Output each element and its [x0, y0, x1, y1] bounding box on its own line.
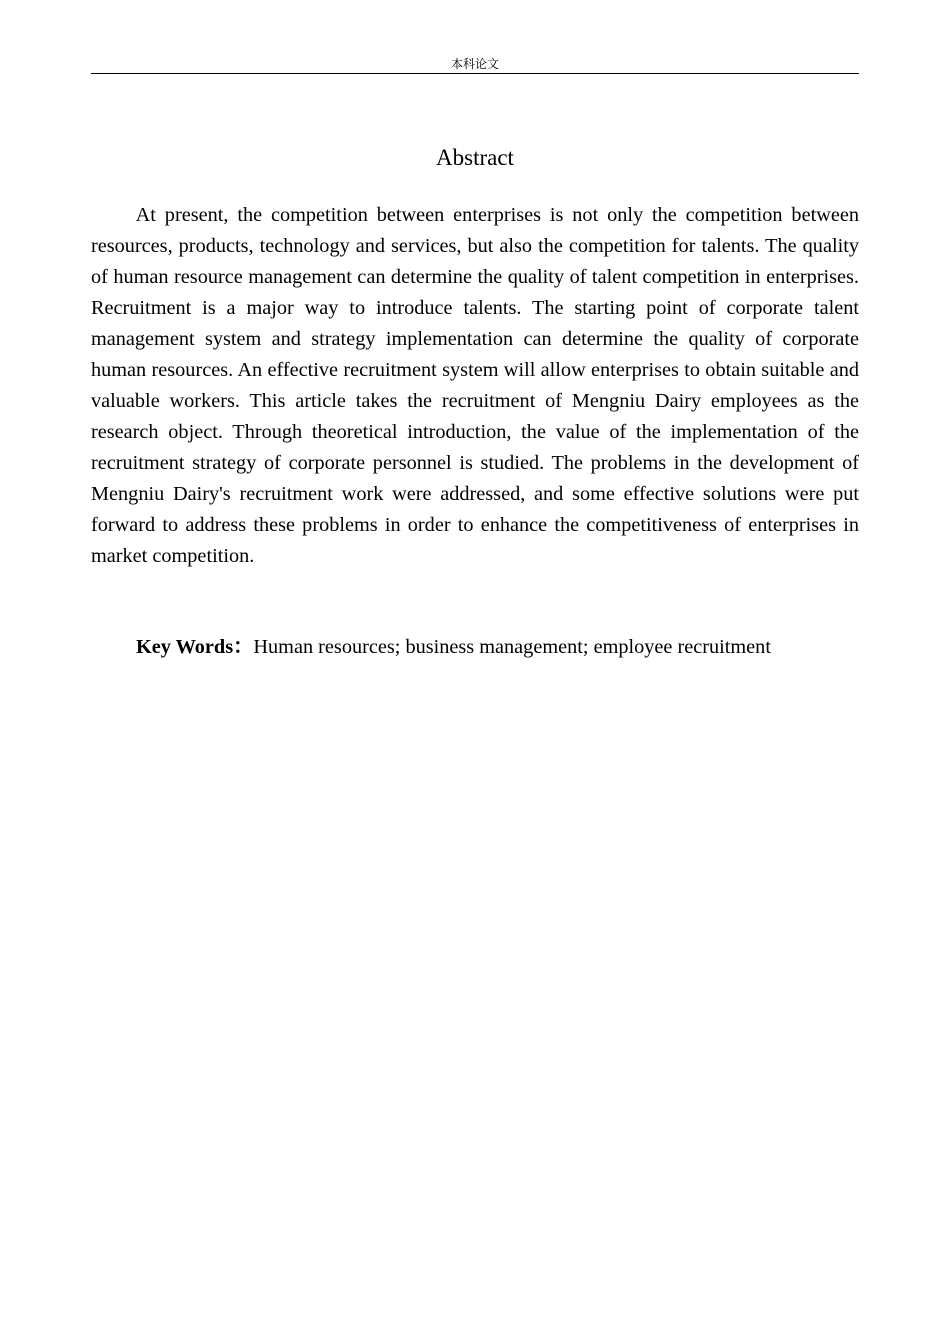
keywords-line [136, 632, 876, 663]
abstract-body: At present, the competition between enterprises is not only the competition between resources, products, technology and services, but also the competition for talents. The quality of human resource management can determine the quality of talent competition in enterprises. Recruitment is a major way to introduce talents. The starting point of corporate talent management system and strategy implementation can determine the quality of corporate human resources. An effective recruitment system will allow enterprises to obtain suitable and valuable workers. This article takes the recruitment of Mengniu Dairy employees as the research object. Through theoretical introduction, the value of the implementation of the recruitment strategy of corporate personnel is studied. The problems in the development of Mengniu Dairy's recruitment work were addressed, and some effective solutions were put forward to address these problems in order to enhance the competitiveness of enterprises in market competition. [91, 204, 859, 567]
keywords-label: Key Words： [136, 636, 254, 658]
keywords-value: Human resources; business management; employee recruitment [253, 636, 771, 658]
page-header [91, 55, 859, 74]
abstract-title: Abstract [436, 145, 514, 170]
running-title: 本科论文 [450, 57, 499, 71]
